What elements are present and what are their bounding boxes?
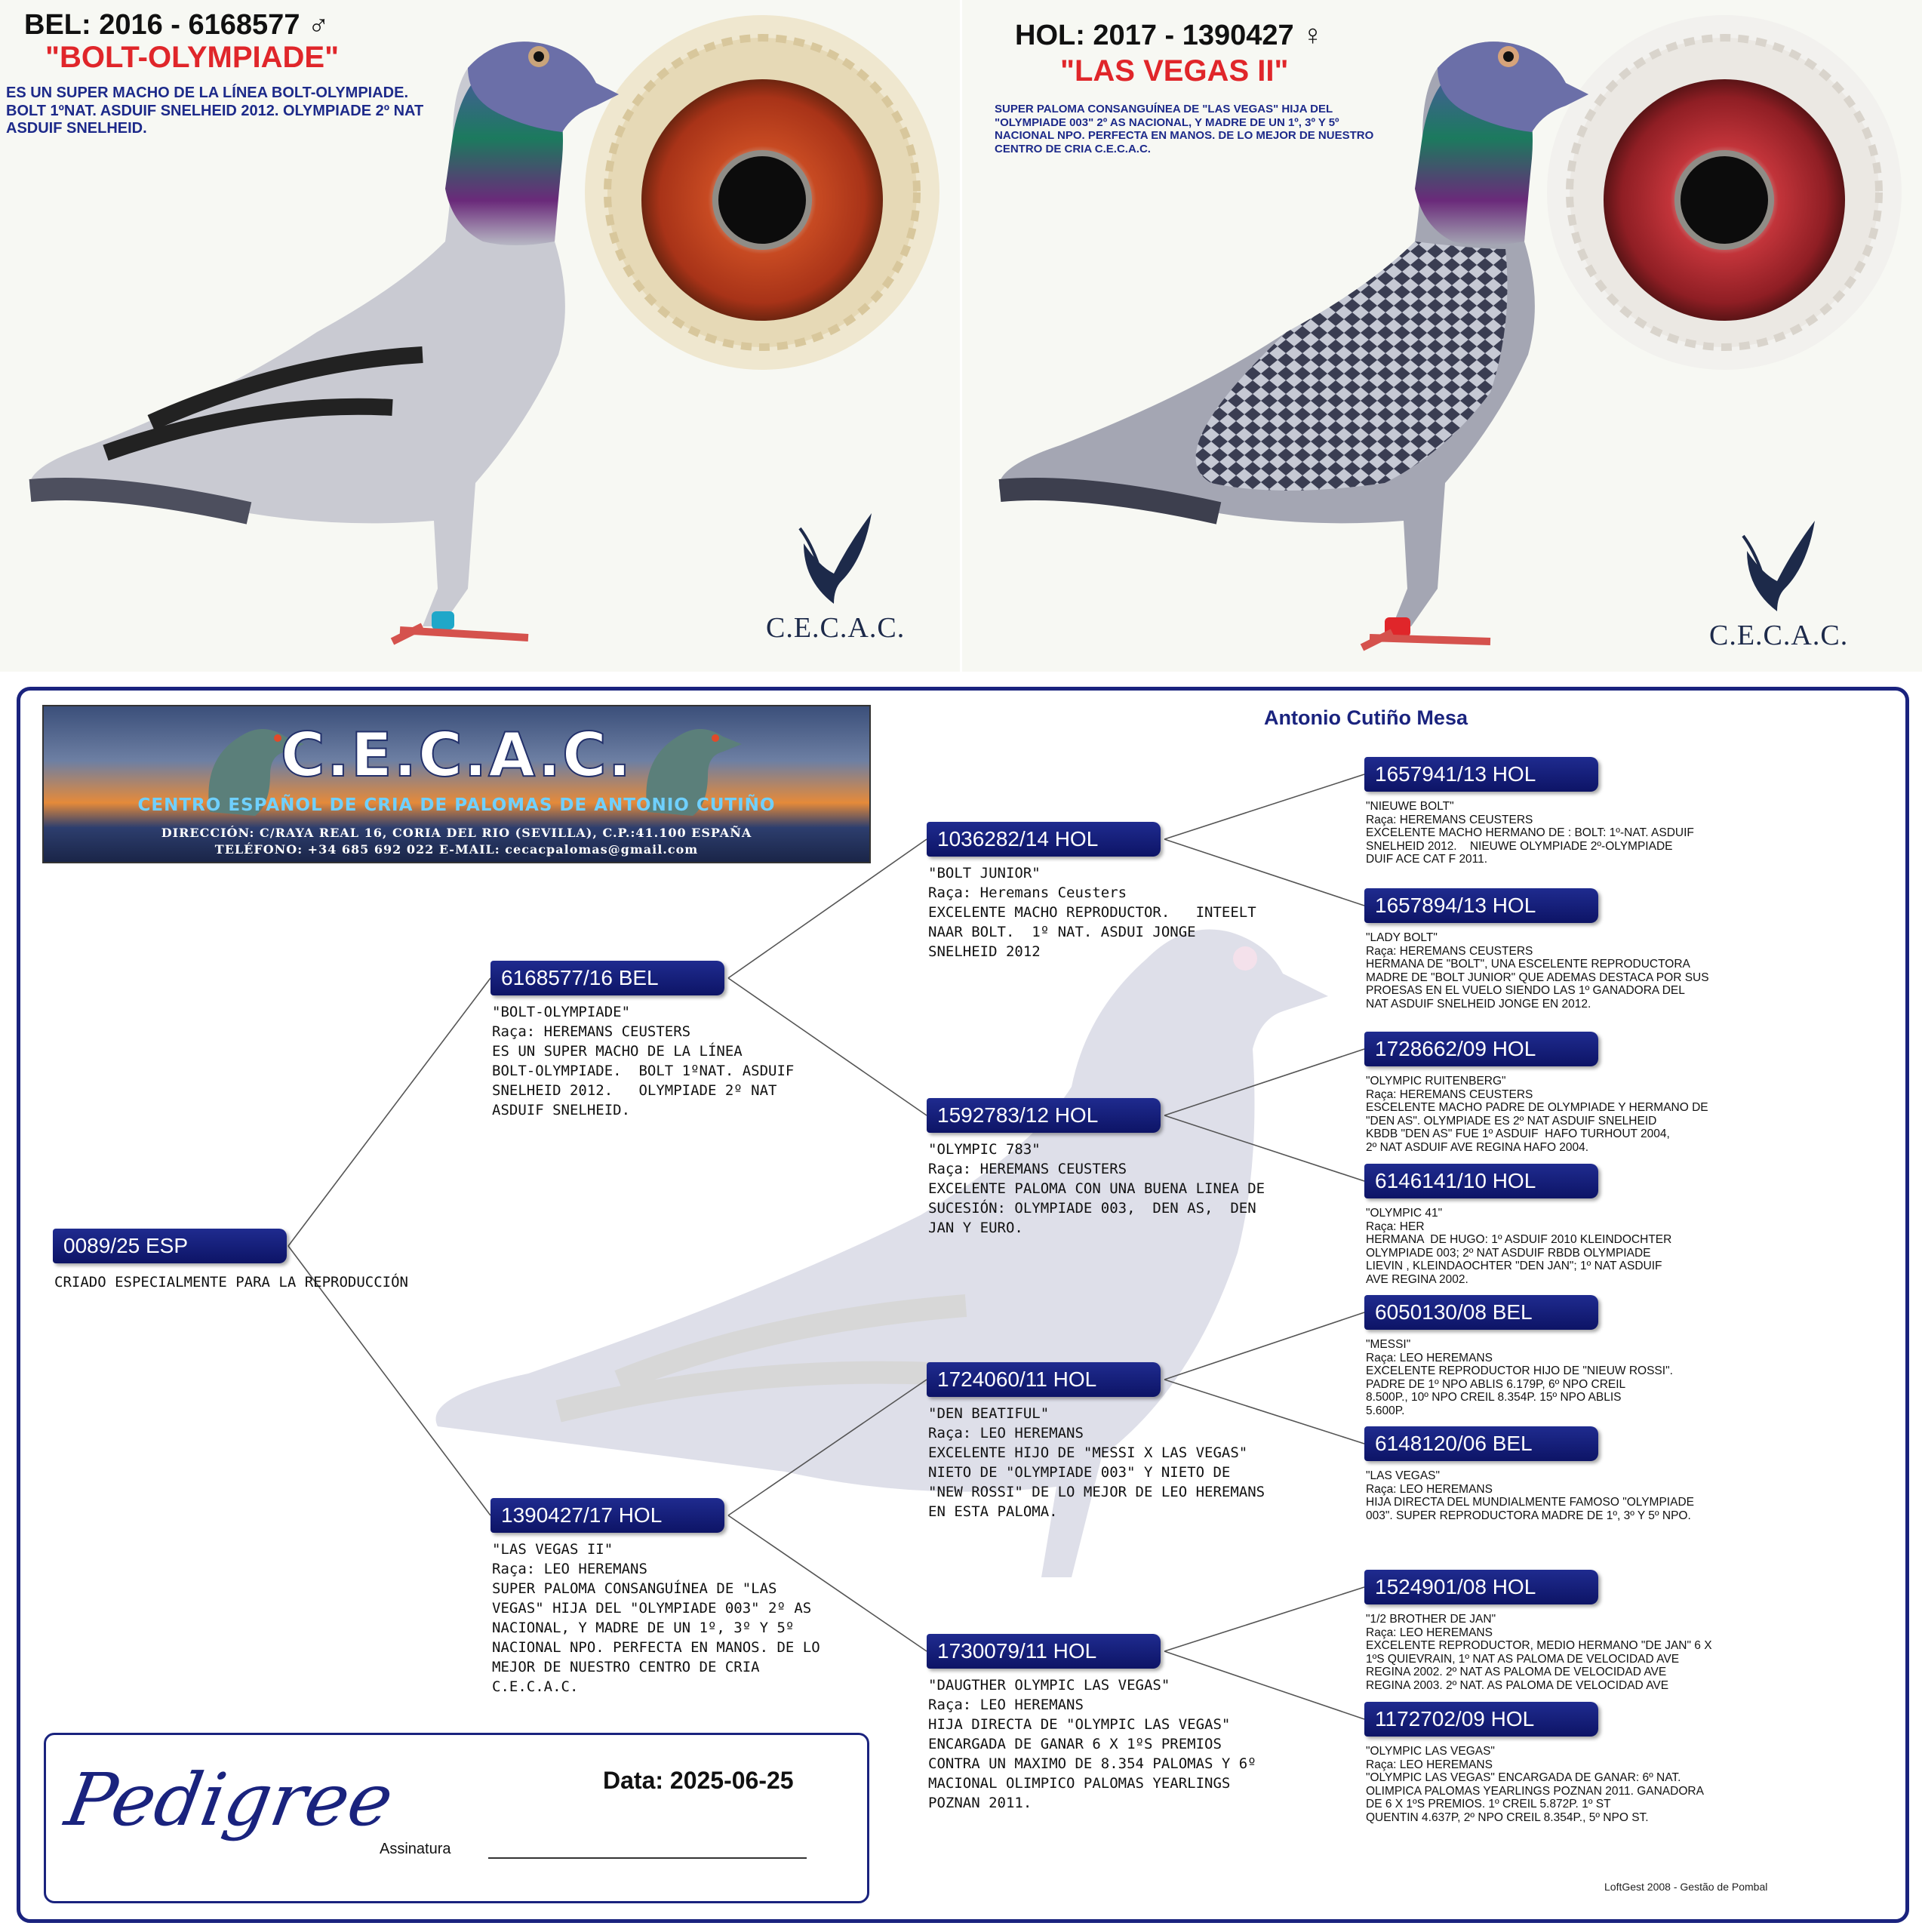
dam-info: "LAS VEGAS II" Raça: LEO HEREMANS SUPER PALOMA CONSANGUÍNEA DE "LAS VEGAS" HIJA DEL "OLYMPIADE 003" 2º AS NACIONAL, Y MADRE DE UN 1º, 3º Y 5º NACIONAL NPO. PERFECTA EN MANOS. DE LO MEJOR DE NUESTRO CENTRO DE CRIA C.E.C.A.C. (492, 1541, 820, 1695)
ddd-info: "OLYMPIC LAS VEGAS" Raça: LEO HEREMANS "OLYMPIC LAS VEGAS" ENCARGADA DE GANAR: 6º NAT. OLIMPICA PALOMAS YEARLINGS POZNAN 2011. GANADORA DE 6 X 1ºS PREMIOS. 1º CREIL 5.872P. 1º ST QUENTIN 4.637P, 2º NPO CREIL 8.354P., 5º NPO ST. (1366, 1745, 1704, 1824)
pedigree-date: Data: 2025-06-25 (603, 1767, 794, 1794)
owner-name: Antonio Cutiño Mesa (1264, 706, 1468, 729)
sdd-info: "OLYMPIC 41" Raça: HER HERMANA DE HUGO: 1º ASDUIF 2010 KLEINDOCHTER OLYMPIADE 003; 2º NAT ASDUIF RBDB OLYMPIADE LIEVIN , KLEINDAOCHTER "DEN JAN"; 1º NAT ASDUIF AVE REGINA 2002. (1366, 1207, 1672, 1286)
sds-info: "OLYMPIC RUITENBERG" Raça: HEREMANS CEUSTERS ESCELENTE MACHO PADRE DE OLYMPIADE Y HERMANO DE "DEN AS". OLYMPIADE ES 2º NAT ASDUIF SNELHEID KBDB "DEN AS" FUE 1º ASDUIF HAFO TURHOUT 2004, 2º NAT ASDUIF AVE REGINA HAFO 2004. (1366, 1075, 1708, 1154)
subject-info: CRIADO ESPECIALMENTE PARA LA REPRODUCCIÓN (54, 1274, 408, 1291)
pedigree-node-ddd[interactable]: 1172702/09 HOL (1364, 1702, 1598, 1737)
female-description: SUPER PALOMA CONSANGUÍNEA DE "LAS VEGAS" HIJA DEL "OLYMPIADE 003" 2º AS NACIONAL, Y MADRE DE UN 1º, 3º Y 5º NACIONAL NPO. PERFECTA EN MANOS. DE LO MEJOR DE NUESTRO CENTRO DE CRIA C.E.C.A.C. (995, 103, 1374, 156)
pedigree-node-dam[interactable]: 1390427/17 HOL (490, 1498, 724, 1533)
dds-info: "1/2 BROTHER DE JAN" Raça: LEO HEREMANS EXCELENTE REPRODUCTOR, MEDIO HERMANO "DE JAN" 6 X 1ºS QUIEVRAIN, 1º NAT AS PALOMA DE VELOCIDAD AVE REGINA 2002. 2º NAT AS PALOMA DE VELOCIDAD AVE REGINA 2003. 2º NAT. AS PALOMA DE VELOCIDAD AVE (1366, 1613, 1712, 1692)
pedigree-node-sire-sire[interactable]: 1036282/14 HOL (927, 822, 1161, 857)
pedigree-node-sss[interactable]: 1657941/13 HOL (1364, 757, 1598, 792)
dam-sire-info: "DEN BEATIFUL" Raça: LEO HEREMANS EXCELENTE HIJO DE "MESSI X LAS VEGAS" NIETO DE "OLYMPIADE 003" Y NIETO DE "NEW ROSSI" DE LO MEJOR DE LEO HEREMANS EN ESTA PALOMA. (928, 1405, 1265, 1520)
sire-sire-info: "BOLT JUNIOR" Raça: Heremans Ceusters EXCELENTE MACHO REPRODUCTOR. INTEELT NAAR BOLT. 1º NAT. ASDUI JONGE SNELHEID 2012 (928, 865, 1256, 960)
pedigree-node-ssd[interactable]: 1657894/13 HOL (1364, 888, 1598, 923)
male-ring-title: BEL: 2016 - 6168577 ♂ (24, 9, 330, 41)
pedigree-node-dss[interactable]: 6050130/08 BEL (1364, 1295, 1598, 1330)
dam-dam-info: "DAUGTHER OLYMPIC LAS VEGAS" Raça: LEO HEREMANS HIJA DIRECTA DE "OLYMPIC LAS VEGAS" ENCARGADA DE GANAR 6 X 1ºS PREMIOS CONTRA UN MAXIMO DE 8.354 PALOMAS Y 6º MACIONAL OLIMPICO PALOMAS YEARLINGS POZNAN 2011. (928, 1677, 1256, 1811)
pedigree-node-sire-dam[interactable]: 1592783/12 HOL (927, 1098, 1161, 1133)
pedigree-node-dam-dam[interactable]: 1730079/11 HOL (927, 1634, 1161, 1669)
software-credit: LoftGest 2008 - Gestão de Pombal (1604, 1881, 1768, 1893)
male-name: "BOLT-OLYMPIADE" (45, 41, 340, 74)
right-logo-text: C.E.C.A.C. (1709, 620, 1849, 651)
sss-info: "NIEUWE BOLT" Raça: HEREMANS CEUSTERS EXCELENTE MACHO HERMANO DE : BOLT: 1º-NAT. ASDUIF SNELHEID 2012. NIEUWE OLYMPIADE 2º-OLYMPIADE DUIF ACE CAT F 2011. (1366, 800, 1694, 866)
pedigree-footer (44, 1733, 869, 1903)
banner-address: DIRECCIÓN: C/RAYA REAL 16, CORIA DEL RIO (SEVILLA), C.P.:41.100 ESPAÑA (161, 826, 752, 840)
signature-line[interactable] (488, 1857, 807, 1859)
pedigree-node-dam-sire[interactable]: 1724060/11 HOL (927, 1362, 1161, 1397)
dsd-info: "LAS VEGAS" Raça: LEO HEREMANS HIJA DIRECTA DEL MUNDIALMENTE FAMOSO "OLYMPIADE 003". SUPER REPRODUCTORA MADRE DE 1º, 3º Y 5º NPO. (1366, 1469, 1694, 1522)
banner-contact: TELÉFONO: +34 685 692 022 E-MAIL: cecacpalomas@gmail.com (214, 842, 699, 857)
pedigree-node-dds[interactable]: 1524901/08 HOL (1364, 1570, 1598, 1604)
signature-label: Assinatura (380, 1841, 451, 1857)
sire-dam-info: "OLYMPIC 783" Raça: HEREMANS CEUSTERS EXCELENTE PALOMA CON UNA BUENA LINEA DE SUCESIÓN: OLYMPIADE 003, DEN AS, DEN JAN Y EURO. (928, 1141, 1265, 1236)
pedigree-node-sire[interactable]: 6168577/16 BEL (490, 961, 724, 995)
banner-title: C.E.C.A.C. (280, 720, 633, 790)
pedigree-node-sdd[interactable]: 6146141/10 HOL (1364, 1164, 1598, 1198)
dss-info: "MESSI" Raça: LEO HEREMANS EXCELENTE REPRODUCTOR HIJO DE "NIEUW ROSSI". PADRE DE 1º NPO ABLIS 6.179P, 6º NPO CREIL 8.500P., 10º NPO CREIL 8.354P. 15º NPO ABLIS 5.600P. (1366, 1338, 1673, 1417)
female-name: "LAS VEGAS II" (1060, 54, 1289, 88)
pedigree-script-title: Pedigree (60, 1758, 400, 1842)
female-ring-title: HOL: 2017 - 1390427 ♀ (1015, 20, 1324, 51)
pedigree-node-sds[interactable]: 1728662/09 HOL (1364, 1032, 1598, 1066)
ssd-info: "LADY BOLT" Raça: HEREMANS CEUSTERS HERMANA DE "BOLT", UNA ESCELENTE REPRODUCTORA MADRE DE "BOLT JUNIOR" QUE ADEMAS DESTACA POR SUS PROESAS EN EL VUELO SIENDO LAS 1º GANADORA DEL NAT ASDUIF SNELHEID JONGE EN 2012. (1366, 931, 1709, 1011)
left-logo-text: C.E.C.A.C. (766, 612, 906, 644)
pedigree-node-dsd[interactable]: 6148120/06 BEL (1364, 1426, 1598, 1461)
pedigree-node-subject[interactable]: 0089/25 ESP (53, 1229, 287, 1263)
sire-info: "BOLT-OLYMPIADE" Raça: HEREMANS CEUSTERS ES UN SUPER MACHO DE LA LÍNEA BOLT-OLYMPIADE. BOLT 1ºNAT. ASDUIF SNELHEID 2012. OLYMPIADE 2º NAT ASDUIF SNELHEID. (492, 1004, 795, 1118)
banner-subtitle: CENTRO ESPAÑOL DE CRIA DE PALOMAS DE ANTONIO CUTIÑO (137, 795, 776, 815)
male-description: ES UN SUPER MACHO DE LA LÍNEA BOLT-OLYMPIADE. BOLT 1ºNAT. ASDUIF SNELHEID 2012. OLYMPIADE 2º NAT ASDUIF SNELHEID. (6, 85, 424, 137)
